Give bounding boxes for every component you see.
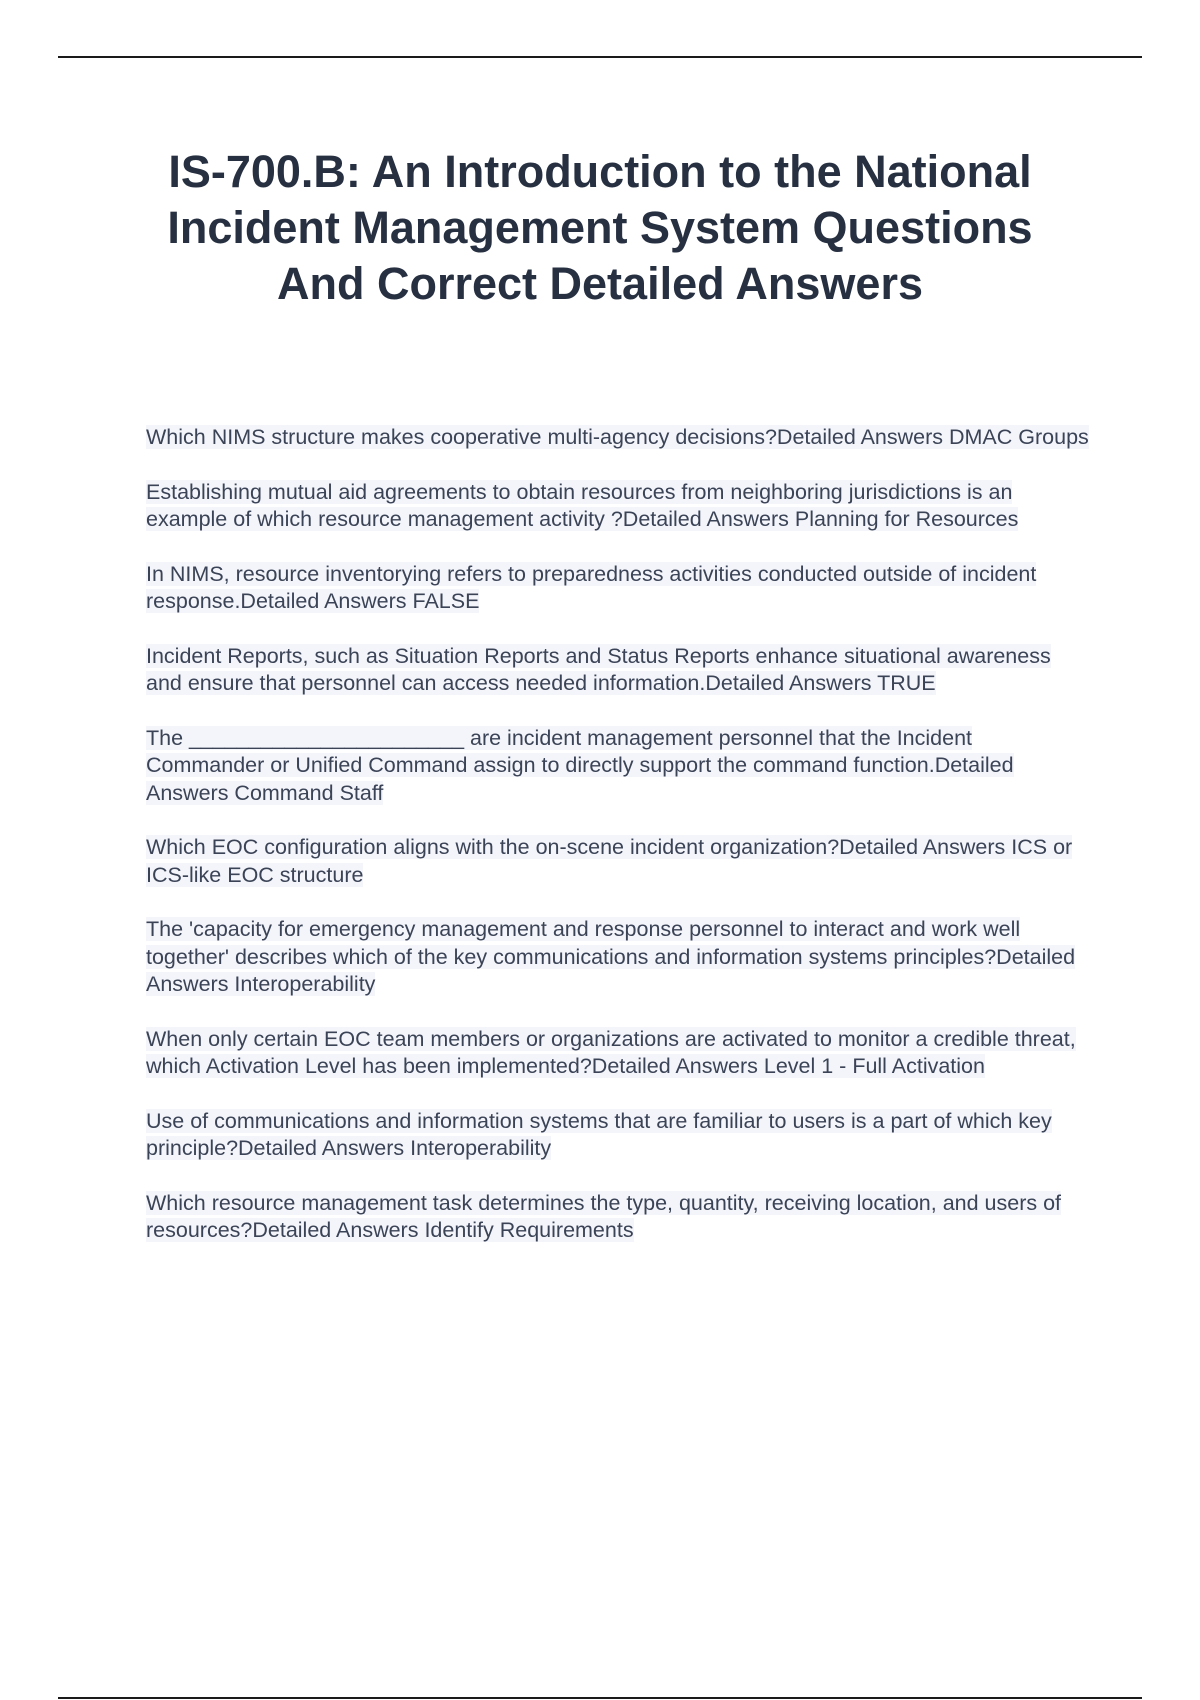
qa-item-text: Which EOC configuration aligns with the on-scene incident organization?Detailed Answers ICS or ICS-like EOC structure xyxy=(146,835,1073,887)
qa-item xyxy=(146,643,1092,698)
qa-item xyxy=(146,1190,1092,1245)
qa-item-text: When only certain EOC team members or organizations are activated to monitor a credible threat, which Activation Level has been implemented?Detailed Answers Level 1 - Full Activation xyxy=(146,1026,1076,1078)
qa-item-text: Establishing mutual aid agreements to obtain resources from neighboring jurisdictions is an example of which resource management activity ?Detailed Answers Planning for Resources xyxy=(146,479,1019,531)
bottom-divider xyxy=(58,1697,1142,1699)
qa-item xyxy=(146,1026,1092,1081)
qa-item xyxy=(146,1108,1092,1163)
qa-item-text: In NIMS, resource inventorying refers to preparedness activities conducted outside of incident response.Detailed Answers FALSE xyxy=(146,561,1037,613)
document-title: IS-700.B: An Introduction to the National Incident Management System Questions And Correct Detailed Answers xyxy=(167,146,1033,309)
qa-item-text: The _______________________ are incident management personnel that the Incident Commander or Unified Command assign to directly support the command function.Detailed Answers Command Staff xyxy=(146,725,1014,805)
qa-item xyxy=(146,916,1092,999)
qa-item-text: Which NIMS structure makes cooperative multi-agency decisions?Detailed Answers DMAC Groups xyxy=(146,425,1089,449)
qa-item xyxy=(146,561,1092,616)
qa-item-text: Incident Reports, such as Situation Reports and Status Reports enhance situational awareness and ensure that personnel can access needed information.Detailed Answers TRUE xyxy=(146,643,1051,695)
qa-item-text: Use of communications and information systems that are familiar to users is a part of which key principle?Detailed Answers Interoperability xyxy=(146,1108,1052,1160)
qa-item-text: The 'capacity for emergency management and response personnel to interact and work well together' describes which of the key communications and information systems principles?Detailed Answers Interoperability xyxy=(146,917,1076,996)
qa-item xyxy=(146,424,1092,452)
qa-list xyxy=(146,424,1092,1272)
qa-item xyxy=(146,479,1092,534)
qa-item xyxy=(146,725,1092,808)
qa-item xyxy=(146,834,1092,889)
top-divider xyxy=(58,56,1142,58)
qa-item-text: Which resource management task determines the type, quantity, receiving location, and users of resources?Detailed Answers Identify Requirements xyxy=(146,1190,1062,1242)
